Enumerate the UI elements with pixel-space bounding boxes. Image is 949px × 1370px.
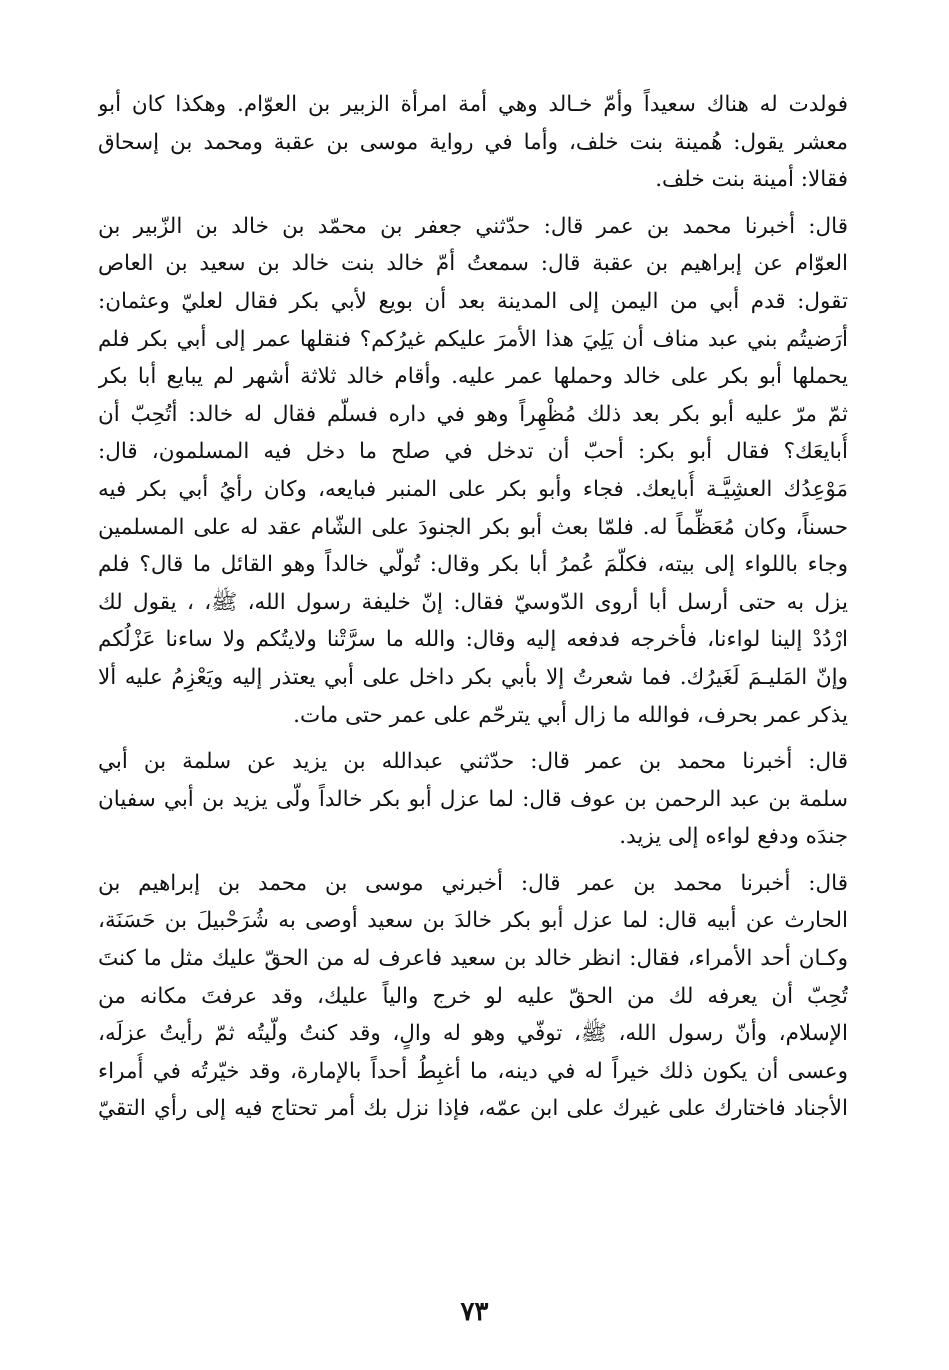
text-line: الأجناد فاختارك على غيرك على ابن عمّه، فإذا نزل بك أمر تحتاج فيه إلى رأي التقيّ xyxy=(98,1096,848,1122)
text-line: معشر يقول: هُمينة بنت خلف، وأما في رواية موسى بن عقبة ومحمد بن إسحاق xyxy=(98,129,848,155)
paragraph-4 xyxy=(98,865,848,1128)
text-line: تُحِبّ أن يعرفه لك من الحقّ عليه لو خرج والياً عليك، وقد عرفتَ مكانه من xyxy=(98,983,848,1009)
paragraph-1 xyxy=(98,86,848,199)
page-number: ٧٣ xyxy=(460,1297,489,1327)
text-line: قال: أخبرنا محمد بن عمر قال: حدّثني عبدالله بن يزيد عن سلمة بن أبي xyxy=(98,749,848,775)
text-line: سلمة بن عبد الرحمن بن عوف قال: لما عزل أبو بكر خالداً ولّى يزيد بن أبي سفيان xyxy=(98,786,848,812)
text-line: جندَه ودفع لواءه إلى يزيد. xyxy=(619,824,848,850)
text-line: وإنّ المَليـمَ لَغَيرُك. فما شعرتُ إلا بأبي بكر داخل على أبي يعتذر إليه ويَعْزِمُ عليه ألا xyxy=(98,664,848,690)
text-line: أرَضيتُم بني عبد مناف أن يَلِيَ هذا الأمرَ عليكم غيرُكم؟ فنقلها عمر إلى أبي بكر فلم xyxy=(98,326,848,352)
text-line: قال: أخبرنا محمد بن عمر قال: أخبرني موسى بن محمد بن إبراهيم بن xyxy=(98,870,848,896)
text-line: مَوْعِدُك العشِيَّـة أُبايعك. فجاء وأبو بكر على المنبر فبايعه، وكان رأيُ أبي بكر فيه xyxy=(98,476,848,502)
text-line: الإسلام، وأنّ رسول الله، ﷺ، توفّي وهو له والٍ، وقد كنتُ ولّيتُه ثمّ رأيتُ عزلَه، xyxy=(98,1021,848,1047)
text-line: فولدت له هناك سعيداً وأمّ خـالد وهي أمة امرأة الزبير بن العوّام. وهكذا كان أبو xyxy=(98,92,848,117)
text-line: فقالا: أمينة بنت خلف. xyxy=(655,167,848,193)
text-line: يحملها أبو بكر على خالد وحملها عمر عليه. وأقام خالد ثلاثة أشهر لم يبايع أبا بكر xyxy=(98,364,848,390)
paragraph-2 xyxy=(98,208,848,734)
text-line: وكـان أحد الأمراء، فقال: انظر خالد بن سعيد فاعرف له من الحقّ عليك مثل ما كنتَ xyxy=(98,946,848,972)
paragraph-3 xyxy=(98,743,848,856)
text-line: يزل به حتى أرسل أبا أروى الدّوسيّ فقال: إنّ خليفة رسول الله، ﷺ، ، يقول لك xyxy=(98,589,848,615)
page-body xyxy=(98,86,848,1128)
text-line: وعسى أن يكون ذلك خيراً له في دينه، ما أغبِطُ أحداً بالإمارة، وقد خيّرتُه في أُمراء xyxy=(98,1058,848,1084)
text-line: ارْدُدْ إلينا لواءنا، فأخرجه فدفعه إليه وقال: والله ما سرَّتْنا ولايتُكم ولا ساءنا عَزْلُكم xyxy=(98,627,848,653)
text-line: ثمّ مرّ عليه أبو بكر بعد ذلك مُظْهِراً وهو في داره فسلّم فقال له خالد: أتُحِبّ أن xyxy=(98,401,848,427)
text-line: يذكر عمر بحرف، فوالله ما زال أبي يترحّم على عمر حتى مات. xyxy=(293,702,848,728)
text-line: تقول: قدم أبي من اليمن إلى المدينة بعد أن بويع لأبي بكر فقال لعليّ وعثمان: xyxy=(98,288,848,314)
text-line: وجاء باللواء إلى بيته، فكلّمَ عُمرُ أبا بكر وقال: تُولّي خالداً وهو القائل ما قال؟ فلم xyxy=(98,552,848,578)
text-line: حسناً، وكان مُعَظِّماً له. فلمّا بعث أبو بكر الجنودَ على الشّام عقد له على المسلمين xyxy=(98,514,848,540)
text-line: العوّام عن إبراهيم بن عقبة قال: سمعتُ أمّ خالد بنت خالد بن سعيد بن العاص xyxy=(98,251,848,277)
text-line: الحارث عن أبيه قال: لما عزل أبو بكر خالدَ بن سعيد أوصى به شُرَحْبيلَ بن حَسَنَة، xyxy=(98,908,848,934)
text-line: قال: أخبرنا محمد بن عمر قال: حدّثني جعفر بن محمّد بن خالد بن الزّبير بن xyxy=(98,213,848,239)
text-line: أُبايعَك؟ فقال أبو بكر: أحبّ أن تدخل في صلح ما دخل فيه المسلمون، قال: xyxy=(98,439,848,465)
